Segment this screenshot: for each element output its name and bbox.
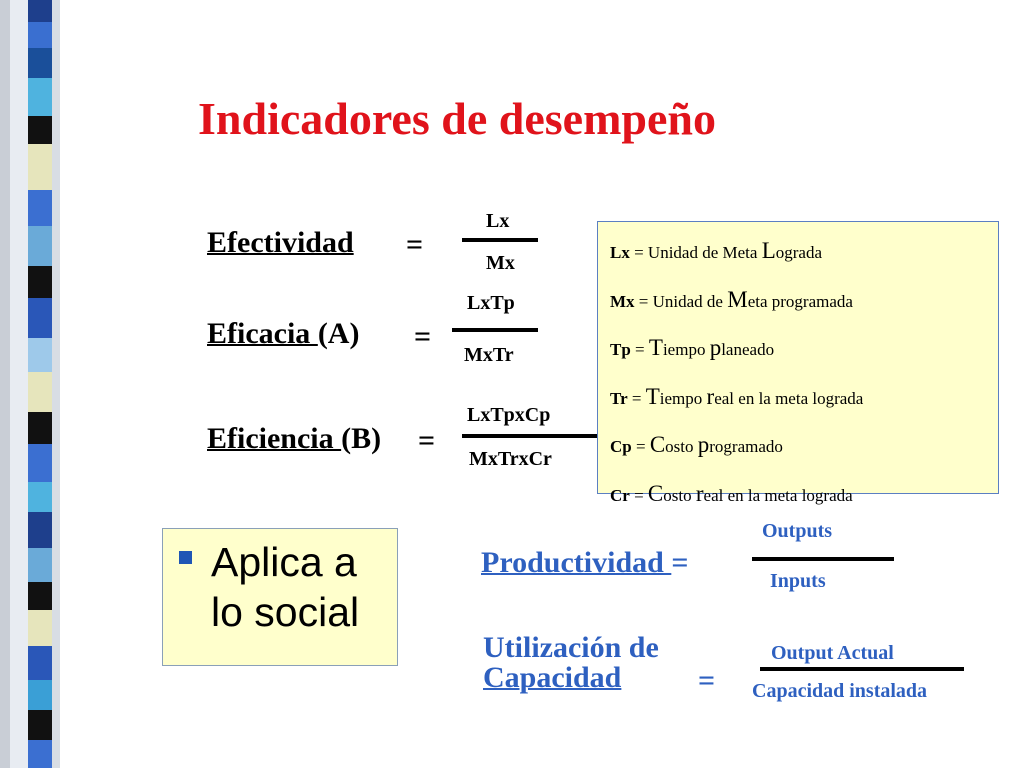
- utilizacion-denominator: Capacidad instalada: [752, 680, 928, 702]
- utilizacion-label-line1: Utilización de: [483, 631, 659, 664]
- social-note-line1: Aplica a: [211, 539, 357, 585]
- eficiencia-equals: =: [418, 424, 436, 457]
- eficiencia-label: [207, 422, 381, 456]
- decorative-stripe: [0, 0, 60, 768]
- productividad-denominator: Inputs: [770, 570, 826, 592]
- productividad-fraction-bar: [752, 557, 894, 561]
- eficacia-label-suffix: (A): [317, 317, 360, 350]
- productividad-label: [481, 546, 688, 580]
- social-note-text: [211, 537, 359, 637]
- efectividad-numerator: Lx: [486, 210, 510, 232]
- productividad-numerator: Outputs: [762, 520, 833, 542]
- eficacia-denominator: MxTr: [464, 344, 514, 366]
- productividad-equals: =: [671, 546, 689, 579]
- utilizacion-equals: =: [698, 664, 716, 697]
- utilizacion-fraction-bar: [760, 667, 964, 671]
- square-bullet-icon: [179, 551, 192, 564]
- eficiencia-denominator: MxTrxCr: [469, 448, 552, 470]
- productividad-label-text: Productividad: [481, 546, 672, 579]
- legend-line-cr: Cr = Costo real en la meta lograda: [610, 480, 853, 506]
- efectividad-label-text: Efectividad: [207, 226, 354, 259]
- utilizacion-label: [483, 633, 659, 693]
- efectividad-denominator: Mx: [486, 252, 515, 274]
- legend-line-lx: Lx = Unidad de Meta Lograda: [610, 238, 823, 263]
- eficacia-equals: =: [414, 320, 432, 353]
- utilizacion-label-line2: Capacidad: [483, 661, 622, 694]
- legend-line-tr: Tr = Tiempo real en la meta lograda: [610, 383, 864, 409]
- page-title: Indicadores de desempeño: [198, 93, 716, 144]
- eficacia-label-text: Eficacia: [207, 317, 318, 350]
- variables-legend-box: [597, 221, 999, 506]
- legend-line-cp: Cp = Costo programado: [610, 432, 783, 457]
- eficiencia-label-text: Eficiencia: [207, 422, 342, 455]
- social-note-box: [162, 528, 398, 666]
- efectividad-fraction-bar: [462, 238, 538, 242]
- eficacia-fraction-bar: [452, 328, 538, 332]
- eficacia-label: [207, 317, 359, 351]
- efectividad-equals: =: [406, 228, 424, 261]
- efectividad-label: [207, 226, 354, 260]
- utilizacion-numerator: Output Actual: [771, 642, 894, 664]
- legend-line-mx: Mx = Unidad de Meta programada: [610, 286, 853, 312]
- eficacia-numerator: LxTp: [467, 292, 515, 314]
- legend-line-tp: Tp = Tiempo planeado: [610, 335, 775, 360]
- eficiencia-label-suffix: (B): [341, 422, 382, 455]
- eficiencia-numerator: LxTpxCp: [467, 404, 551, 426]
- eficiencia-fraction-bar: [462, 434, 598, 438]
- social-note-line2: lo social: [211, 589, 360, 635]
